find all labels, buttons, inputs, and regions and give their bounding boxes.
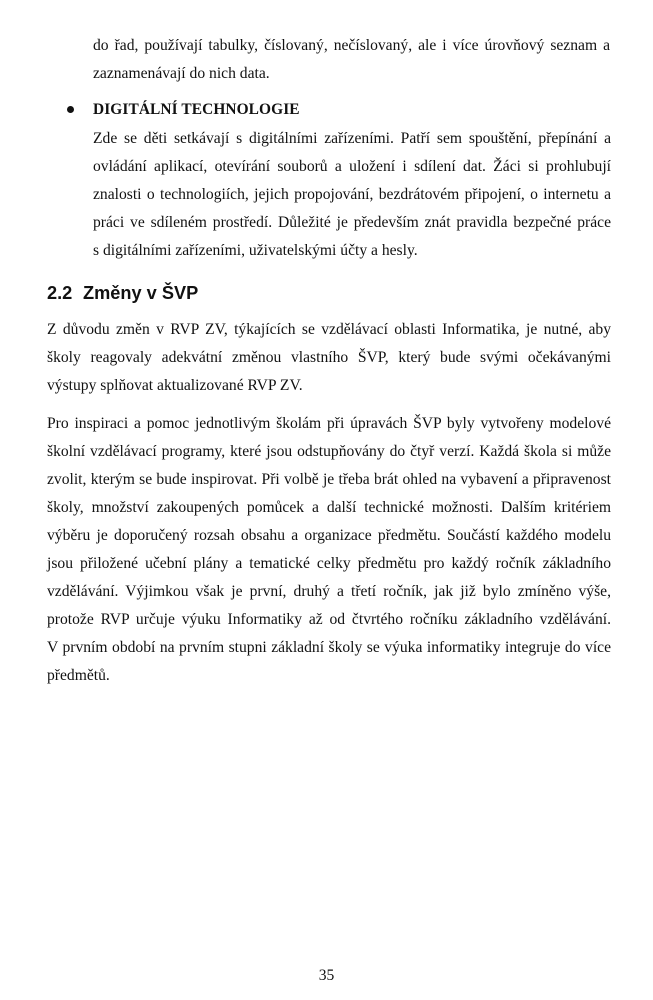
paragraph-line: Pro inspiraci a pomoc jednotlivým školám při úpravách ŠVP byly vytvořeny modelové	[47, 415, 611, 432]
bullet-title: DIGITÁLNÍ TECHNOLOGIE	[93, 101, 300, 118]
paragraph-line: protože RVP určuje výuku Informatiky až od čtvrtého ročníku základního vzdělávání.	[47, 611, 611, 628]
bullet-icon	[67, 106, 74, 113]
bullet-line: Zde se děti setkávají s digitálními zařízeními. Patří sem spouštění, přepínání a	[93, 130, 611, 147]
section-number: 2.2	[47, 283, 73, 303]
paragraph-line: předmětů.	[47, 667, 110, 684]
paragraph-line: V prvním období na prvním stupni základní školy se výuka informatiky integruje do více	[47, 639, 611, 656]
continuation-line: zaznamenávají do nich data.	[93, 65, 270, 82]
continuation-line: do řad, používají tabulky, číslovaný, nečíslovaný, ale i více úrovňový seznam a	[93, 37, 610, 54]
paragraph-line: výběru je doporučený rozsah obsahu a organizace předmětu. Součástí každého modelu	[47, 527, 611, 544]
paragraph-line: jsou přiložené učební plány a tematické celky předmětu pro každý ročník základního	[47, 555, 611, 572]
section-heading	[47, 281, 198, 305]
paragraph-line: výstupy splňovat aktualizované RVP ZV.	[47, 377, 303, 394]
paragraph-line: školy reagovaly adekvátní změnou vlastního ŠVP, který bude svými očekávanými	[47, 349, 611, 366]
section-title: Změny v ŠVP	[83, 283, 199, 303]
paragraph-line: Z důvodu změn v RVP ZV, týkajících se vzdělávací oblasti Informatika, je nutné, aby	[47, 321, 611, 338]
paragraph-line: školy, množství zakoupených pomůcek a další technické možnosti. Dalším kritériem	[47, 499, 611, 516]
bullet-line: znalosti o technologiích, jejich propojování, bezdrátovém připojení, o internetu a	[93, 186, 611, 203]
page-number: 35	[318, 967, 335, 984]
paragraph-line: zvolit, kterým se bude inspirovat. Při volbě je třeba brát ohled na vybavení a připravenost	[47, 471, 611, 488]
paragraph-line: školní vzdělávací programy, které jsou odstupňovány do čtyř verzí. Každá škola si může	[47, 443, 611, 460]
bullet-line: práci ve sdíleném prostředí. Důležité je především znát pravidla bezpečné práce	[93, 214, 611, 231]
bullet-line: s digitálními zařízeními, uživatelskými účty a hesly.	[93, 242, 418, 259]
paragraph-line: vzdělávání. Výjimkou však je první, druhý a třetí ročník, jak již bylo zmíněno výše,	[47, 583, 611, 600]
bullet-line: ovládání aplikací, otevírání souborů a uložení i sdílení dat. Žáci si prohlubují	[93, 158, 611, 175]
